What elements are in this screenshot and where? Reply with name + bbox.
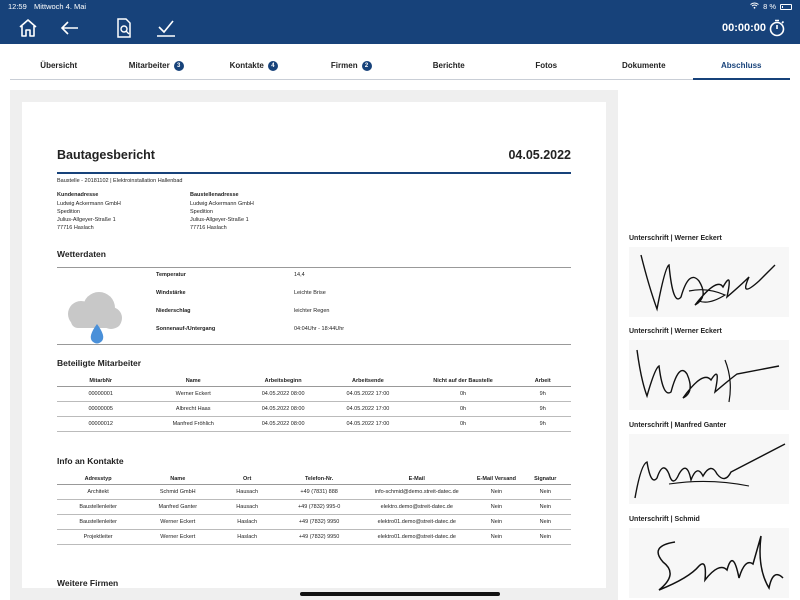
signature-box[interactable] bbox=[629, 434, 789, 504]
address-line: Julius-Allgeyer-Straße 1 bbox=[57, 217, 116, 223]
signature-label: Unterschrift | Werner Eckert bbox=[629, 235, 722, 242]
column-header: Ort bbox=[216, 474, 278, 485]
signature-drawing bbox=[629, 528, 789, 598]
weather-key: Temperatur bbox=[156, 272, 186, 278]
tab-firmen[interactable] bbox=[303, 52, 401, 79]
table-cell: 04.05.2022 08:00 bbox=[242, 387, 324, 402]
address-line: Julius-Allgeyer-Straße 1 bbox=[190, 217, 249, 223]
tab-uebersicht[interactable] bbox=[10, 52, 108, 79]
table-cell: Nein bbox=[520, 515, 571, 530]
address-line: Ludwig Ackermann GmbH bbox=[57, 201, 121, 207]
table-cell: 00000001 bbox=[57, 387, 144, 402]
table-cell: elektro.demo@streit-datec.de bbox=[360, 500, 473, 515]
tab-label: Berichte bbox=[432, 61, 465, 70]
address-line: Spedition bbox=[57, 209, 80, 215]
table-cell: Architekt bbox=[57, 485, 139, 500]
table-cell: Nein bbox=[520, 530, 571, 545]
table-cell: elektro01.demo@streit-datec.de bbox=[360, 515, 473, 530]
address-line: Ludwig Ackermann GmbH bbox=[190, 201, 254, 207]
table-cell: info-schmid@demo.streit-datec.de bbox=[360, 485, 473, 500]
table-cell: Baustellenleiter bbox=[57, 500, 139, 515]
employees-heading: Beteiligte Mitarbeiter bbox=[57, 358, 142, 368]
table-cell: Werner Eckert bbox=[144, 387, 242, 402]
table-row bbox=[57, 402, 571, 417]
table-cell: Albrecht Haas bbox=[144, 402, 242, 417]
table-row bbox=[57, 515, 571, 530]
table-cell: 9h bbox=[514, 402, 571, 417]
contacts-heading: Info an Kontakte bbox=[57, 456, 124, 466]
column-header: Name bbox=[144, 376, 242, 387]
table-cell: Nein bbox=[473, 500, 519, 515]
tab-label: Firmen bbox=[330, 61, 358, 70]
signature-label: Unterschrift | Schmid bbox=[629, 516, 700, 523]
app-header bbox=[0, 0, 800, 44]
signature-drawing bbox=[629, 247, 789, 317]
table-cell: Nein bbox=[473, 515, 519, 530]
checkmark-icon[interactable] bbox=[156, 18, 176, 38]
report-date: 04.05.2022 bbox=[508, 148, 571, 162]
table-cell: 0h bbox=[412, 387, 515, 402]
column-header: MitarbNr bbox=[57, 376, 144, 387]
weather-divider bbox=[57, 344, 571, 345]
stopwatch-icon[interactable] bbox=[768, 19, 786, 37]
table-header-row bbox=[57, 376, 571, 387]
weather-value: 04:04Uhr - 18:44Uhr bbox=[294, 326, 345, 332]
wifi-icon bbox=[750, 2, 759, 11]
signature-drawing bbox=[629, 340, 789, 410]
table-row bbox=[57, 530, 571, 545]
count-badge: 4 bbox=[268, 61, 278, 71]
battery-label: 8 % bbox=[763, 2, 776, 11]
address-line: 77716 Haslach bbox=[57, 225, 94, 231]
table-cell: 00000012 bbox=[57, 417, 144, 432]
table-cell: 04.05.2022 08:00 bbox=[242, 417, 324, 432]
tab-label: Abschluss bbox=[721, 61, 762, 70]
signature-box[interactable] bbox=[629, 247, 789, 317]
table-cell: +49 (7832) 995-0 bbox=[278, 500, 360, 515]
column-header: Arbeitsende bbox=[324, 376, 411, 387]
table-cell: Werner Eckert bbox=[139, 530, 216, 545]
table-cell: 04.05.2022 17:00 bbox=[324, 402, 411, 417]
document-search-icon[interactable] bbox=[114, 18, 134, 38]
table-cell: +49 (7832) 9950 bbox=[278, 515, 360, 530]
table-cell: Manfred Ganter bbox=[139, 500, 216, 515]
weather-key: Windstärke bbox=[156, 290, 186, 296]
home-icon[interactable] bbox=[18, 18, 38, 38]
signature-label: Unterschrift | Manfred Ganter bbox=[629, 422, 727, 429]
weather-key: Sonnenauf-/Untergang bbox=[156, 326, 216, 332]
table-cell: Nein bbox=[520, 485, 571, 500]
table-cell: +49 (7831) 888 bbox=[278, 485, 360, 500]
table-cell: 04.05.2022 17:00 bbox=[324, 417, 411, 432]
timer-display: 00:00:00 bbox=[721, 22, 766, 34]
column-header: Nicht auf der Baustelle bbox=[412, 376, 515, 387]
column-header: Signatur bbox=[520, 474, 571, 485]
column-header: E-Mail bbox=[360, 474, 473, 485]
home-indicator[interactable] bbox=[300, 592, 500, 596]
status-time: 12:59 bbox=[8, 2, 27, 11]
tab-label: Übersicht bbox=[40, 61, 78, 70]
report-page bbox=[22, 102, 606, 588]
employees-table bbox=[57, 376, 571, 432]
column-header: Arbeit bbox=[514, 376, 571, 387]
column-header: Arbeitsbeginn bbox=[242, 376, 324, 387]
tab-dokumente[interactable] bbox=[595, 52, 693, 79]
table-cell: Baustellenleiter bbox=[57, 515, 139, 530]
back-arrow-icon[interactable] bbox=[60, 18, 80, 38]
table-row bbox=[57, 417, 571, 432]
address-line: Spedition bbox=[190, 209, 213, 215]
signatures-panel bbox=[620, 90, 800, 600]
contacts-table bbox=[57, 474, 571, 545]
battery-icon bbox=[780, 4, 792, 10]
tab-mitarbeiter[interactable] bbox=[108, 52, 206, 79]
signature-box[interactable] bbox=[629, 528, 789, 598]
table-cell: Projektleiter bbox=[57, 530, 139, 545]
table-row bbox=[57, 387, 571, 402]
table-cell: Nein bbox=[520, 500, 571, 515]
column-header: Telefon-Nr. bbox=[278, 474, 360, 485]
table-cell: 04.05.2022 08:00 bbox=[242, 402, 324, 417]
construction-site-info: Baustelle - 20181102 | Elektroinstallation Hallenbad bbox=[57, 178, 183, 184]
table-cell: Werner Eckert bbox=[139, 515, 216, 530]
title-divider bbox=[57, 172, 571, 174]
tab-berichte[interactable] bbox=[400, 52, 498, 79]
count-badge: 2 bbox=[362, 61, 372, 71]
table-cell: Hausach bbox=[216, 485, 278, 500]
table-cell: elektro01.demo@streit-datec.de bbox=[360, 530, 473, 545]
table-cell: 9h bbox=[514, 387, 571, 402]
signature-box[interactable] bbox=[629, 340, 789, 410]
signature-drawing bbox=[629, 434, 789, 504]
column-header: Adresstyp bbox=[57, 474, 139, 485]
table-cell: Haslach bbox=[216, 515, 278, 530]
table-cell: +49 (7832) 9950 bbox=[278, 530, 360, 545]
column-header: E-Mail Versand bbox=[473, 474, 519, 485]
weather-heading: Wetterdaten bbox=[57, 249, 106, 259]
tab-fotos[interactable] bbox=[498, 52, 596, 79]
address-line: 77716 Haslach bbox=[190, 225, 227, 231]
column-header: Name bbox=[139, 474, 216, 485]
weather-divider bbox=[57, 267, 571, 268]
customer-address bbox=[57, 191, 121, 232]
weather-value: leichter Regen bbox=[294, 308, 330, 314]
weather-value: Leichte Brise bbox=[294, 290, 326, 296]
report-title: Bautagesbericht bbox=[57, 148, 155, 162]
table-row bbox=[57, 485, 571, 500]
signature-label: Unterschrift | Werner Eckert bbox=[629, 328, 722, 335]
tab-label: Mitarbeiter bbox=[128, 61, 170, 70]
table-cell: Hausach bbox=[216, 500, 278, 515]
table-cell: 0h bbox=[412, 402, 515, 417]
table-cell: 04.05.2022 17:00 bbox=[324, 387, 411, 402]
table-cell: 9h bbox=[514, 417, 571, 432]
table-header-row bbox=[57, 474, 571, 485]
site-address bbox=[190, 191, 254, 232]
status-date: Mittwoch 4. Mai bbox=[34, 2, 87, 11]
status-bar bbox=[0, 0, 800, 12]
status-right bbox=[750, 2, 792, 11]
table-row bbox=[57, 500, 571, 515]
tab-label: Dokumente bbox=[621, 61, 666, 70]
tab-bar bbox=[10, 52, 790, 80]
table-cell: Schmid GmbH bbox=[139, 485, 216, 500]
weather-key: Niederschlag bbox=[156, 308, 191, 314]
document-preview-area[interactable] bbox=[10, 90, 618, 600]
table-cell: Nein bbox=[473, 530, 519, 545]
tab-label: Fotos bbox=[535, 61, 558, 70]
site-address-heading: Baustellenadresse bbox=[190, 192, 239, 198]
customer-address-heading: Kundenadresse bbox=[57, 192, 99, 198]
tab-abschluss[interactable] bbox=[693, 52, 791, 79]
count-badge: 3 bbox=[174, 61, 184, 71]
table-cell: 00000005 bbox=[57, 402, 144, 417]
table-cell: Manfred Fröhlich bbox=[144, 417, 242, 432]
tab-label: Kontakte bbox=[229, 61, 264, 70]
rain-cloud-icon bbox=[61, 288, 125, 348]
tab-kontakte[interactable] bbox=[205, 52, 303, 79]
other-companies-heading: Weitere Firmen bbox=[57, 578, 119, 588]
table-cell: 0h bbox=[412, 417, 515, 432]
table-cell: Haslach bbox=[216, 530, 278, 545]
table-cell: Nein bbox=[473, 485, 519, 500]
weather-value: 14,4 bbox=[294, 272, 305, 278]
